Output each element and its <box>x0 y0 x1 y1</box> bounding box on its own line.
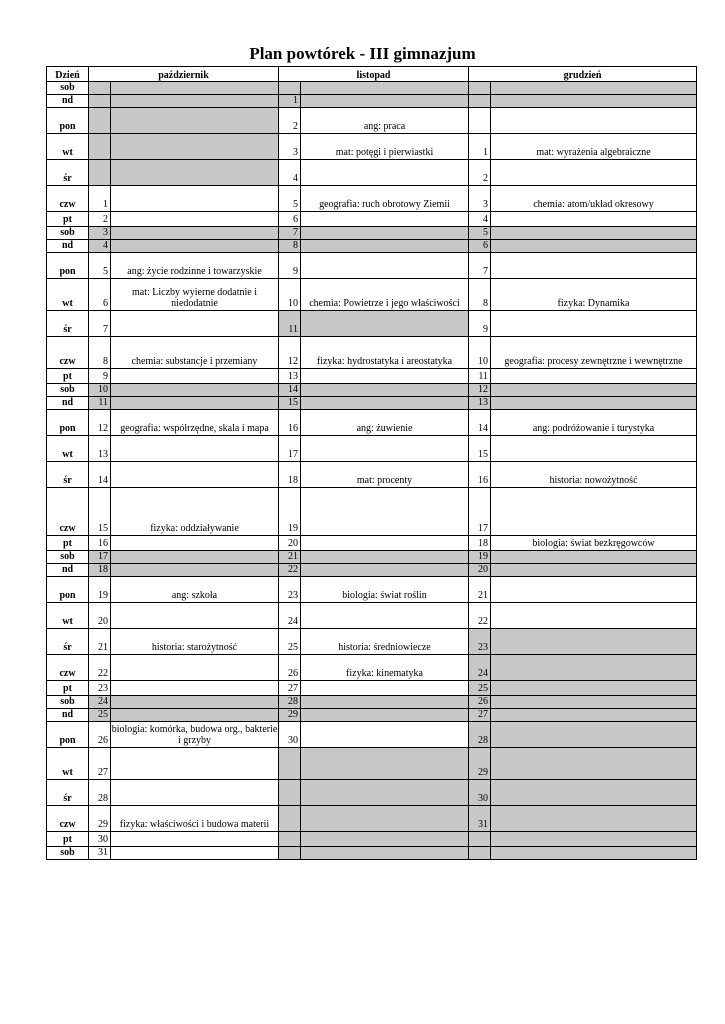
december-date-cell: 5 <box>469 227 491 240</box>
day-cell: sob <box>47 227 89 240</box>
november-date-cell: 1 <box>279 95 301 108</box>
december-topic-cell <box>491 397 697 410</box>
december-date-cell: 10 <box>469 337 491 369</box>
table-row <box>47 603 697 629</box>
november-date-cell: 5 <box>279 186 301 212</box>
day-cell: nd <box>47 709 89 722</box>
october-date-cell <box>89 82 111 95</box>
december-topic-cell <box>491 436 697 462</box>
october-topic-cell <box>111 369 279 384</box>
october-topic-cell <box>111 536 279 551</box>
november-topic-cell: ang: żuwienie <box>301 410 469 436</box>
december-topic-cell <box>491 212 697 227</box>
november-date-cell: 6 <box>279 212 301 227</box>
december-date-cell <box>469 108 491 134</box>
december-date-cell: 2 <box>469 160 491 186</box>
november-topic-cell <box>301 603 469 629</box>
november-topic-cell <box>301 536 469 551</box>
day-cell: śr <box>47 160 89 186</box>
table-row <box>47 397 697 410</box>
november-date-cell: 13 <box>279 369 301 384</box>
table-row <box>47 95 697 108</box>
december-topic-cell <box>491 847 697 860</box>
november-topic-cell <box>301 82 469 95</box>
december-topic-cell <box>491 722 697 748</box>
november-date-cell: 8 <box>279 240 301 253</box>
december-topic-cell <box>491 108 697 134</box>
november-topic-cell <box>301 397 469 410</box>
december-date-cell: 25 <box>469 681 491 696</box>
table-row <box>47 160 697 186</box>
november-date-cell: 14 <box>279 384 301 397</box>
october-topic-cell: mat: Liczby wyierne dodatnie i niedodatnie <box>111 279 279 311</box>
table-row <box>47 410 697 436</box>
october-topic-cell: ang: życie rodzinne i towarzyskie <box>111 253 279 279</box>
october-date-cell: 27 <box>89 748 111 780</box>
day-cell: czw <box>47 806 89 832</box>
december-topic-cell <box>491 95 697 108</box>
december-topic-cell <box>491 551 697 564</box>
october-topic-cell <box>111 709 279 722</box>
october-date-cell <box>89 95 111 108</box>
november-date-cell <box>279 82 301 95</box>
october-date-cell <box>89 108 111 134</box>
table-row <box>47 536 697 551</box>
table-row <box>47 279 697 311</box>
october-date-cell <box>89 160 111 186</box>
table-row <box>47 564 697 577</box>
october-topic-cell <box>111 384 279 397</box>
november-topic-cell <box>301 369 469 384</box>
december-topic-cell: fizyka: Dynamika <box>491 279 697 311</box>
table-row <box>47 212 697 227</box>
december-topic-cell <box>491 655 697 681</box>
november-topic-cell <box>301 681 469 696</box>
day-cell: wt <box>47 748 89 780</box>
october-date-cell: 5 <box>89 253 111 279</box>
october-topic-cell <box>111 227 279 240</box>
november-topic-cell: mat: potęgi i pierwiastki <box>301 134 469 160</box>
day-cell: śr <box>47 629 89 655</box>
day-cell: czw <box>47 488 89 536</box>
november-topic-cell <box>301 160 469 186</box>
table-row <box>47 253 697 279</box>
december-date-cell: 6 <box>469 240 491 253</box>
november-date-cell: 10 <box>279 279 301 311</box>
october-date-cell: 12 <box>89 410 111 436</box>
table-row <box>47 240 697 253</box>
november-date-cell: 30 <box>279 722 301 748</box>
december-topic-cell <box>491 240 697 253</box>
december-date-cell <box>469 95 491 108</box>
november-date-cell <box>279 780 301 806</box>
october-topic-cell <box>111 436 279 462</box>
december-topic-cell: ang: podróżowanie i turystyka <box>491 410 697 436</box>
november-topic-cell: geografia: ruch obrotowy Ziemii <box>301 186 469 212</box>
table-row <box>47 436 697 462</box>
december-topic-cell <box>491 709 697 722</box>
november-date-cell: 29 <box>279 709 301 722</box>
table-row <box>47 462 697 488</box>
day-cell: pon <box>47 722 89 748</box>
december-date-cell: 14 <box>469 410 491 436</box>
day-cell: nd <box>47 240 89 253</box>
december-topic-cell <box>491 82 697 95</box>
november-topic-cell <box>301 748 469 780</box>
november-date-cell: 25 <box>279 629 301 655</box>
november-topic-cell: ang: praca <box>301 108 469 134</box>
day-cell: pon <box>47 253 89 279</box>
december-date-cell: 3 <box>469 186 491 212</box>
day-cell: czw <box>47 655 89 681</box>
october-date-cell: 11 <box>89 397 111 410</box>
october-topic-cell <box>111 186 279 212</box>
october-topic-cell <box>111 551 279 564</box>
december-date-cell: 7 <box>469 253 491 279</box>
page-title: Plan powtórek - III gimnazjum <box>249 44 476 63</box>
december-topic-cell <box>491 832 697 847</box>
november-topic-cell <box>301 564 469 577</box>
day-cell: pt <box>47 832 89 847</box>
november-date-cell: 23 <box>279 577 301 603</box>
november-date-cell: 2 <box>279 108 301 134</box>
day-cell: pt <box>47 681 89 696</box>
november-topic-cell <box>301 227 469 240</box>
day-cell: śr <box>47 462 89 488</box>
table-row <box>47 709 697 722</box>
october-date-cell: 15 <box>89 488 111 536</box>
december-date-cell: 31 <box>469 806 491 832</box>
december-date-cell: 12 <box>469 384 491 397</box>
november-date-cell: 20 <box>279 536 301 551</box>
october-topic-cell <box>111 696 279 709</box>
october-date-cell: 24 <box>89 696 111 709</box>
table-row <box>47 108 697 134</box>
december-date-cell <box>469 82 491 95</box>
october-date-cell: 2 <box>89 212 111 227</box>
day-cell: wt <box>47 134 89 160</box>
december-topic-cell: mat: wyrażenia algebraiczne <box>491 134 697 160</box>
table-row <box>47 780 697 806</box>
october-topic-cell <box>111 95 279 108</box>
october-topic-cell: ang: szkoła <box>111 577 279 603</box>
december-date-cell: 24 <box>469 655 491 681</box>
november-topic-cell <box>301 95 469 108</box>
november-date-cell: 22 <box>279 564 301 577</box>
december-date-cell <box>469 832 491 847</box>
november-date-cell: 19 <box>279 488 301 536</box>
october-topic-cell <box>111 748 279 780</box>
october-date-cell: 23 <box>89 681 111 696</box>
october-topic-cell: geografia: współrzędne, skala i mapa <box>111 410 279 436</box>
day-cell: pt <box>47 212 89 227</box>
october-topic-cell <box>111 212 279 227</box>
november-topic-cell <box>301 436 469 462</box>
table-row <box>47 551 697 564</box>
december-topic-cell <box>491 311 697 337</box>
november-topic-cell <box>301 806 469 832</box>
october-date-cell: 14 <box>89 462 111 488</box>
october-topic-cell <box>111 681 279 696</box>
october-date-cell: 4 <box>89 240 111 253</box>
december-topic-cell <box>491 253 697 279</box>
october-date-cell: 20 <box>89 603 111 629</box>
day-cell: sob <box>47 696 89 709</box>
day-cell: sob <box>47 384 89 397</box>
november-date-cell: 28 <box>279 696 301 709</box>
day-cell: sob <box>47 82 89 95</box>
october-topic-cell: historia: starożytność <box>111 629 279 655</box>
october-topic-cell: fizyka: oddziaływanie <box>111 488 279 536</box>
october-topic-cell: biologia: komórka, budowa org., bakterie i grzyby <box>111 722 279 748</box>
table-row <box>47 227 697 240</box>
december-date-cell: 30 <box>469 780 491 806</box>
header-december: grudzień <box>469 67 697 82</box>
day-cell: pon <box>47 410 89 436</box>
october-date-cell: 13 <box>89 436 111 462</box>
table-row <box>47 186 697 212</box>
november-date-cell: 11 <box>279 311 301 337</box>
november-topic-cell <box>301 240 469 253</box>
december-topic-cell <box>491 160 697 186</box>
november-date-cell: 4 <box>279 160 301 186</box>
october-topic-cell: fizyka: właściwości i budowa materii <box>111 806 279 832</box>
october-date-cell: 6 <box>89 279 111 311</box>
december-topic-cell <box>491 603 697 629</box>
december-topic-cell <box>491 227 697 240</box>
day-cell: nd <box>47 397 89 410</box>
november-date-cell <box>279 847 301 860</box>
october-date-cell: 30 <box>89 832 111 847</box>
november-topic-cell <box>301 709 469 722</box>
december-topic-cell <box>491 780 697 806</box>
december-topic-cell <box>491 369 697 384</box>
december-date-cell: 20 <box>469 564 491 577</box>
november-date-cell: 18 <box>279 462 301 488</box>
table-row <box>47 847 697 860</box>
header-october: październik <box>89 67 279 82</box>
october-date-cell: 17 <box>89 551 111 564</box>
table-row <box>47 629 697 655</box>
table-row <box>47 722 697 748</box>
october-date-cell: 21 <box>89 629 111 655</box>
december-date-cell: 18 <box>469 536 491 551</box>
december-topic-cell <box>491 577 697 603</box>
day-cell: sob <box>47 847 89 860</box>
november-topic-cell <box>301 253 469 279</box>
december-date-cell: 8 <box>469 279 491 311</box>
october-topic-cell <box>111 240 279 253</box>
day-cell: czw <box>47 337 89 369</box>
day-cell: pon <box>47 577 89 603</box>
november-date-cell <box>279 832 301 847</box>
table-row <box>47 806 697 832</box>
december-topic-cell <box>491 681 697 696</box>
day-cell: nd <box>47 564 89 577</box>
table-row <box>47 384 697 397</box>
october-date-cell: 8 <box>89 337 111 369</box>
december-date-cell: 17 <box>469 488 491 536</box>
december-date-cell: 9 <box>469 311 491 337</box>
day-cell: pt <box>47 369 89 384</box>
header-row <box>47 67 697 82</box>
table-row <box>47 369 697 384</box>
october-date-cell: 28 <box>89 780 111 806</box>
november-date-cell <box>279 806 301 832</box>
header-day: Dzień <box>47 67 89 82</box>
november-date-cell: 17 <box>279 436 301 462</box>
day-cell: pt <box>47 536 89 551</box>
december-topic-cell: geografia: procesy zewnętrzne i wewnętrzne <box>491 337 697 369</box>
december-date-cell: 4 <box>469 212 491 227</box>
october-topic-cell <box>111 160 279 186</box>
december-topic-cell <box>491 384 697 397</box>
november-date-cell: 7 <box>279 227 301 240</box>
december-date-cell: 26 <box>469 696 491 709</box>
december-topic-cell: historia: nowożytność <box>491 462 697 488</box>
december-date-cell: 13 <box>469 397 491 410</box>
november-topic-cell <box>301 780 469 806</box>
december-topic-cell <box>491 748 697 780</box>
october-date-cell: 31 <box>89 847 111 860</box>
december-date-cell: 19 <box>469 551 491 564</box>
december-topic-cell <box>491 564 697 577</box>
december-date-cell: 15 <box>469 436 491 462</box>
table-row <box>47 681 697 696</box>
day-cell: śr <box>47 780 89 806</box>
december-topic-cell <box>491 696 697 709</box>
november-date-cell: 16 <box>279 410 301 436</box>
october-topic-cell <box>111 832 279 847</box>
november-date-cell: 21 <box>279 551 301 564</box>
day-cell: śr <box>47 311 89 337</box>
november-topic-cell: fizyka: kinematyka <box>301 655 469 681</box>
december-date-cell: 1 <box>469 134 491 160</box>
november-topic-cell <box>301 311 469 337</box>
december-date-cell: 28 <box>469 722 491 748</box>
november-date-cell <box>279 748 301 780</box>
november-topic-cell: historia: średniowiecze <box>301 629 469 655</box>
december-date-cell: 29 <box>469 748 491 780</box>
november-date-cell: 24 <box>279 603 301 629</box>
december-date-cell: 21 <box>469 577 491 603</box>
table-row <box>47 337 697 369</box>
november-date-cell: 27 <box>279 681 301 696</box>
october-topic-cell <box>111 108 279 134</box>
october-topic-cell <box>111 780 279 806</box>
november-date-cell: 26 <box>279 655 301 681</box>
november-topic-cell <box>301 847 469 860</box>
table-row <box>47 655 697 681</box>
october-date-cell <box>89 134 111 160</box>
october-topic-cell <box>111 847 279 860</box>
november-date-cell: 15 <box>279 397 301 410</box>
november-topic-cell <box>301 722 469 748</box>
december-date-cell <box>469 847 491 860</box>
november-topic-cell <box>301 551 469 564</box>
day-cell: czw <box>47 186 89 212</box>
november-topic-cell <box>301 832 469 847</box>
table-row <box>47 832 697 847</box>
table-row <box>47 488 697 536</box>
october-date-cell: 1 <box>89 186 111 212</box>
october-date-cell: 29 <box>89 806 111 832</box>
table-row <box>47 82 697 95</box>
october-date-cell: 7 <box>89 311 111 337</box>
october-date-cell: 19 <box>89 577 111 603</box>
december-topic-cell <box>491 806 697 832</box>
november-date-cell: 3 <box>279 134 301 160</box>
december-topic-cell <box>491 488 697 536</box>
november-topic-cell <box>301 212 469 227</box>
december-topic-cell <box>491 629 697 655</box>
table-row <box>47 748 697 780</box>
table-row <box>47 311 697 337</box>
october-topic-cell <box>111 564 279 577</box>
october-date-cell: 3 <box>89 227 111 240</box>
november-topic-cell <box>301 696 469 709</box>
october-topic-cell <box>111 82 279 95</box>
november-topic-cell: biologia: świat roślin <box>301 577 469 603</box>
october-date-cell: 26 <box>89 722 111 748</box>
header-november: listopad <box>279 67 469 82</box>
october-topic-cell <box>111 462 279 488</box>
day-cell: sob <box>47 551 89 564</box>
november-topic-cell: fizyka: hydrostatyka i areostatyka <box>301 337 469 369</box>
november-topic-cell <box>301 488 469 536</box>
october-date-cell: 10 <box>89 384 111 397</box>
december-date-cell: 27 <box>469 709 491 722</box>
october-date-cell: 18 <box>89 564 111 577</box>
november-date-cell: 12 <box>279 337 301 369</box>
revision-plan-table <box>46 66 697 860</box>
december-topic-cell: chemia: atom/układ okresowy <box>491 186 697 212</box>
october-date-cell: 25 <box>89 709 111 722</box>
october-date-cell: 22 <box>89 655 111 681</box>
october-topic-cell <box>111 655 279 681</box>
december-topic-cell: biologia: świat bezkręgowców <box>491 536 697 551</box>
november-topic-cell <box>301 384 469 397</box>
november-date-cell: 9 <box>279 253 301 279</box>
day-cell: pon <box>47 108 89 134</box>
table-row <box>47 134 697 160</box>
day-cell: wt <box>47 279 89 311</box>
december-date-cell: 16 <box>469 462 491 488</box>
table-row <box>47 577 697 603</box>
day-cell: wt <box>47 603 89 629</box>
october-topic-cell <box>111 397 279 410</box>
october-topic-cell <box>111 603 279 629</box>
day-cell: nd <box>47 95 89 108</box>
december-date-cell: 23 <box>469 629 491 655</box>
october-topic-cell: chemia: substancje i przemiany <box>111 337 279 369</box>
october-topic-cell <box>111 134 279 160</box>
table-row <box>47 696 697 709</box>
december-date-cell: 22 <box>469 603 491 629</box>
november-topic-cell: mat: procenty <box>301 462 469 488</box>
december-date-cell: 11 <box>469 369 491 384</box>
october-topic-cell <box>111 311 279 337</box>
october-date-cell: 16 <box>89 536 111 551</box>
october-date-cell: 9 <box>89 369 111 384</box>
november-topic-cell: chemia: Powietrze i jego właściwości <box>301 279 469 311</box>
day-cell: wt <box>47 436 89 462</box>
